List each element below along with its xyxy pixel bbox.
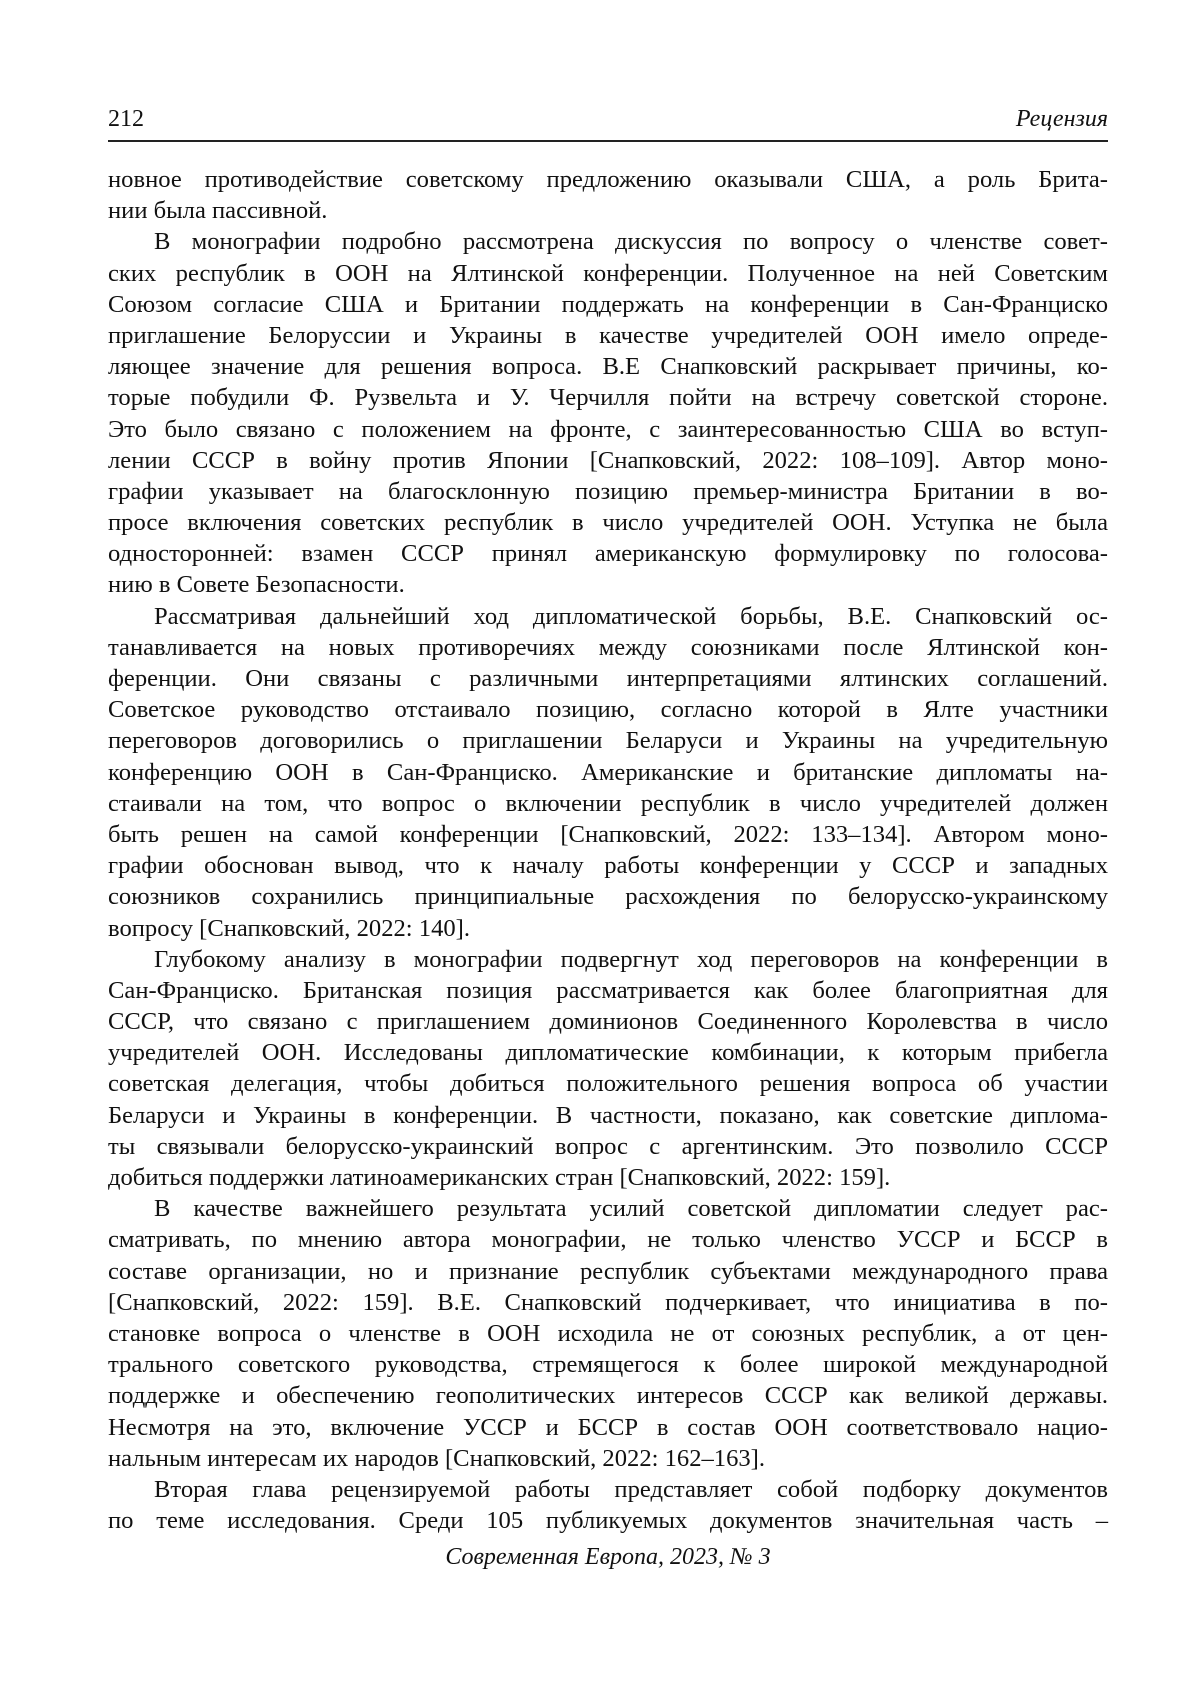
paragraph bbox=[108, 601, 1108, 944]
text-line: по теме исследования. Среди 105 публикуемых документов значительная часть – bbox=[108, 1507, 1108, 1535]
text-line: [Снапковский, 2022: 159]. В.Е. Снапковский подчеркивает, что инициатива в по- bbox=[108, 1288, 1108, 1316]
text-line: графии указывает на благосклонную позицию премьер-министра Британии в во- bbox=[108, 477, 1108, 505]
paragraph bbox=[108, 1193, 1108, 1474]
text-line: Советское руководство отстаивало позицию, согласно которой в Ялте участники bbox=[108, 696, 1108, 724]
text-line: добиться поддержки латиноамериканских стран [Снапковский, 2022: 159]. bbox=[108, 1164, 891, 1191]
text-line: стаивали на том, что вопрос о включении республик в число учредителей должен bbox=[108, 789, 1108, 817]
text-line: союзников сохранились принципиальные расхождения по белорусско-украинскому bbox=[108, 883, 1108, 911]
text-line: Беларуси и Украины в конференции. В частности, показано, как советские диплома- bbox=[108, 1101, 1108, 1129]
text-line: просе включения советских республик в число учредителей ООН. Уступка не была bbox=[108, 509, 1108, 537]
paragraph bbox=[108, 164, 1108, 226]
text-line: В качестве важнейшего результата усилий советской дипломатии следует рас- bbox=[154, 1195, 1108, 1223]
text-line: сматривать, по мнению автора монографии, не только членство УССР и БССР в bbox=[108, 1226, 1108, 1254]
paragraph bbox=[108, 226, 1108, 600]
text-line: торые побудили Ф. Рузвельта и У. Черчилля пойти на встречу советской стороне. bbox=[108, 384, 1108, 412]
text-line: быть решен на самой конференции [Снапковский, 2022: 133–134]. Автором моно- bbox=[108, 820, 1108, 848]
page-number: 212 bbox=[108, 106, 144, 132]
text-line: новное противодействие советскому предложению оказывали США, а роль Брита- bbox=[108, 166, 1108, 193]
text-line: учредителей ООН. Исследованы дипломатические комбинации, к которым прибегла bbox=[108, 1039, 1108, 1067]
text-line: переговоров договорились о приглашении Беларуси и Украины на учредительную bbox=[108, 727, 1108, 755]
text-line: СССР, что связано с приглашением доминионов Соединенного Королевства в число bbox=[108, 1008, 1108, 1036]
section-label: Рецензия bbox=[1015, 106, 1108, 132]
text-line: трального советского руководства, стремящегося к более широкой международной bbox=[108, 1351, 1108, 1379]
text-line: Вторая глава рецензируемой работы представляет собой подборку документов bbox=[154, 1475, 1108, 1503]
text-line: становке вопроса о членстве в ООН исходила не от союзных республик, а от цен- bbox=[108, 1319, 1108, 1347]
paragraph bbox=[108, 1474, 1108, 1536]
text-line: ференции. Они связаны с различными интерпретациями ялтинских соглашений. bbox=[108, 665, 1108, 692]
running-footer: Современная Европа, 2023, № 3 bbox=[445, 1544, 771, 1570]
text-line: Несмотря на это, включение УССР и БССР в состав ООН соответствовало нацио- bbox=[108, 1413, 1108, 1441]
text-line: конференцию ООН в Сан-Франциско. Американские и британские дипломаты на- bbox=[108, 758, 1108, 786]
body-text bbox=[108, 164, 1108, 1536]
text-line: Это было связано с положением на фронте, с заинтересованностью США во вступ- bbox=[108, 415, 1108, 443]
text-line: ских республик в ООН на Ялтинской конференции. Полученное на ней Советским bbox=[108, 259, 1108, 287]
text-line: Рассматривая дальнейший ход дипломатической борьбы, В.Е. Снапковский ос- bbox=[154, 602, 1108, 630]
text-line: графии обоснован вывод, что к началу работы конференции у СССР и западных bbox=[108, 852, 1108, 880]
text-line: Глубокому анализу в монографии подвергнут ход переговоров на конференции в bbox=[154, 945, 1108, 973]
text-line: нию в Совете Безопасности. bbox=[108, 571, 405, 599]
text-line: вопросу [Снапковский, 2022: 140]. bbox=[108, 914, 471, 942]
text-line: В монографии подробно рассмотрена дискуссия по вопросу о членстве совет- bbox=[154, 228, 1108, 256]
text-line: ляющее значение для решения вопроса. В.Е Снапковский раскрывает причины, ко- bbox=[108, 353, 1108, 381]
text-line: лении СССР в войну против Японии [Снапковский, 2022: 108–109]. Автор моно- bbox=[108, 446, 1108, 474]
text-line: поддержке и обеспечению геополитических интересов СССР как великой державы. bbox=[108, 1382, 1108, 1410]
text-line: односторонней: взамен СССР принял американскую формулировку по голосова- bbox=[108, 540, 1108, 568]
text-line: нии была пассивной. bbox=[108, 197, 328, 225]
text-line: Сан-Франциско. Британская позиция рассматривается как более благоприятная для bbox=[108, 976, 1108, 1004]
text-line: приглашение Белоруссии и Украины в качестве учредителей ООН имело опреде- bbox=[108, 321, 1108, 349]
text-line: ты связывали белорусско-украинский вопрос с аргентинским. Это позволило СССР bbox=[108, 1132, 1108, 1160]
text-line: танавливается на новых противоречиях между союзниками после Ялтинской кон- bbox=[108, 633, 1108, 661]
running-header bbox=[108, 100, 1108, 142]
text-line: советская делегация, чтобы добиться положительного решения вопроса об участии bbox=[108, 1070, 1108, 1098]
text-line: составе организации, но и признание республик субъектами международного права bbox=[108, 1257, 1108, 1285]
text-line: Союзом согласие США и Британии поддержать на конференции в Сан-Франциско bbox=[108, 290, 1108, 318]
text-line: нальным интересам их народов [Снапковский, 2022: 162–163]. bbox=[108, 1444, 766, 1472]
paragraph bbox=[108, 944, 1108, 1194]
